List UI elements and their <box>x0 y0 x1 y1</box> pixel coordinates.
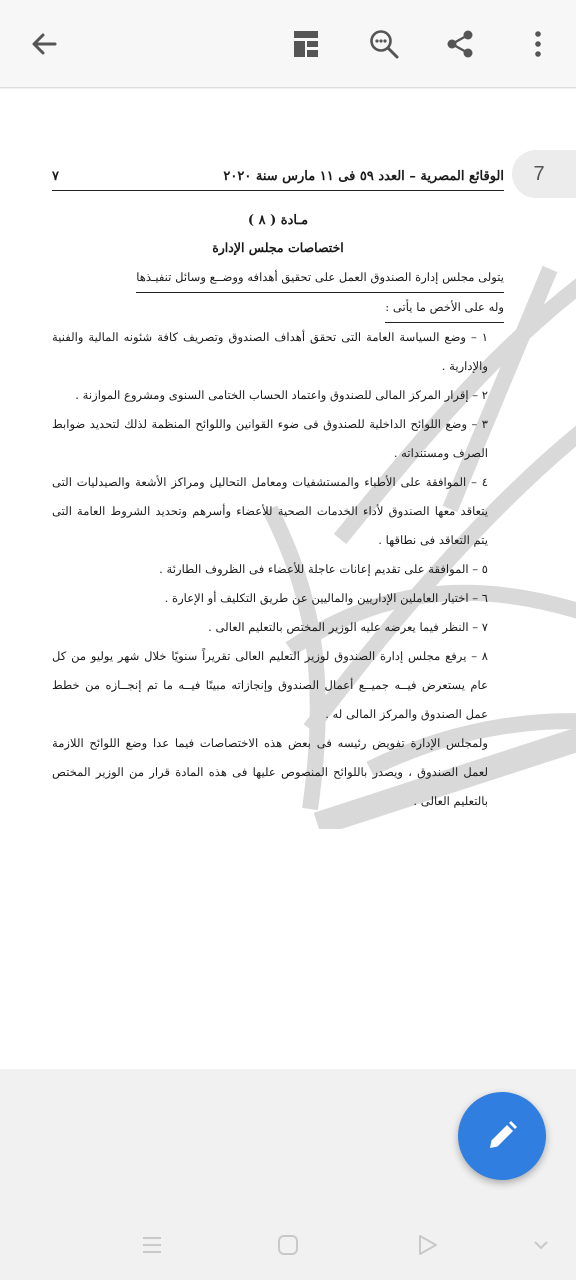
intro-text-2: وله على الأخص ما يأتى : <box>385 293 504 323</box>
list-item: ٣ – وضع اللوائح الداخلية للصندوق فى ضوء القوانين واللوائح المنظمة لذلك لتحديد ضوابط الصرف ومستنداته . <box>52 417 488 460</box>
home-icon <box>276 1233 300 1257</box>
edit-fab-button[interactable] <box>458 1092 546 1180</box>
intro-line-1 <box>52 263 504 293</box>
list-item: ٥ – الموافقة على تقديم إعانات عاجلة للأعضاء فى الظروف الطارئة . <box>159 562 488 576</box>
list-item: ١ – وضع السياسة العامة التى تحقق أهداف الصندوق وتصريف كافة شئونه المالية والفنية والإدارية . <box>52 330 488 373</box>
arrow-left-icon <box>28 28 60 60</box>
article-title: مـادة ( ٨ ) <box>247 213 309 228</box>
app-toolbar <box>0 0 576 88</box>
search-button[interactable] <box>362 22 406 66</box>
document-page[interactable] <box>0 89 576 1069</box>
list-item: ٧ – النظر فيما يعرضه عليه الوزير المختص بالتعليم العالى . <box>208 620 488 634</box>
header-page-number: ٧ <box>52 169 59 184</box>
page-number-badge: 7 <box>512 150 576 198</box>
list-item: ٨ – يرفع مجلس إدارة الصندوق لوزير التعليم العالى تقريراً سنويًا خلال شهر يوليو من كل عام يستعرض فيــه جميــع أعمال الصندوق وإنجازاته مبينًا فيــه ما تم إنجــازه من خطط عمل الصندوق والمركز المالى له . <box>52 649 488 721</box>
intro-text-1: يتولى مجلس إدارة الصندوق العمل على تحقيق أهدافه ووضــع وسائل تنفيـذها <box>136 263 504 293</box>
share-button[interactable] <box>438 22 482 66</box>
share-icon <box>444 28 476 60</box>
edit-pencil-icon <box>485 1119 519 1153</box>
recents-icon <box>141 1234 163 1256</box>
back-triangle-icon <box>415 1233 439 1257</box>
more-vert-icon <box>532 29 544 59</box>
recents-button[interactable] <box>137 1232 167 1258</box>
gazette-document <box>52 169 504 816</box>
document-viewer[interactable] <box>0 89 576 1069</box>
system-navigation-bar <box>0 1210 576 1280</box>
hide-nav-button[interactable] <box>526 1232 556 1258</box>
page-layout-button[interactable] <box>284 22 328 66</box>
document-header <box>52 169 504 191</box>
list-item: ٤ – الموافقة على الأطباء والمستشفيات ومعامل التحاليل ومراكز الأشعة والصيدليات التى يتعاقد معها الصندوق لأداء الخدمات الصحية للأعضاء وأسرهم وتحديد الشروط العامة التى يتم التعاقد فى نطاقها . <box>52 475 488 547</box>
list-item: ٦ – اختيار العاملين الإداريين والماليين عن طريق التكليف أو الإعارة . <box>164 591 488 605</box>
header-title: الوقائع المصرية – العدد ٥٩ فى ١١ مارس سنة ٢٠٢٠ <box>223 169 504 184</box>
home-button[interactable] <box>273 1232 303 1258</box>
list-item: ٢ – إقرار المركز المالى للصندوق واعتماد الحساب الختامى السنوى ومشروع الموازنة . <box>75 388 488 402</box>
back-button[interactable] <box>22 22 66 66</box>
page-layout-icon <box>292 29 320 59</box>
intro-line-2 <box>52 293 504 323</box>
nav-back-button[interactable] <box>412 1232 442 1258</box>
closing-paragraph: ولمجلس الإدارة تفويض رئيسه فى بعض هذه الاختصاصات فيما عدا وضع اللوائح اللازمة لعمل الصندوق ، ويصدر باللوائح المنصوص عليها فى هذه المادة قرار من الوزير المختص بالتعليم العالى . <box>52 736 488 808</box>
search-more-icon <box>368 28 400 60</box>
section-heading: اختصاصات مجلس الإدارة <box>212 240 344 255</box>
chevron-down-icon <box>532 1238 550 1252</box>
more-menu-button[interactable] <box>516 22 560 66</box>
